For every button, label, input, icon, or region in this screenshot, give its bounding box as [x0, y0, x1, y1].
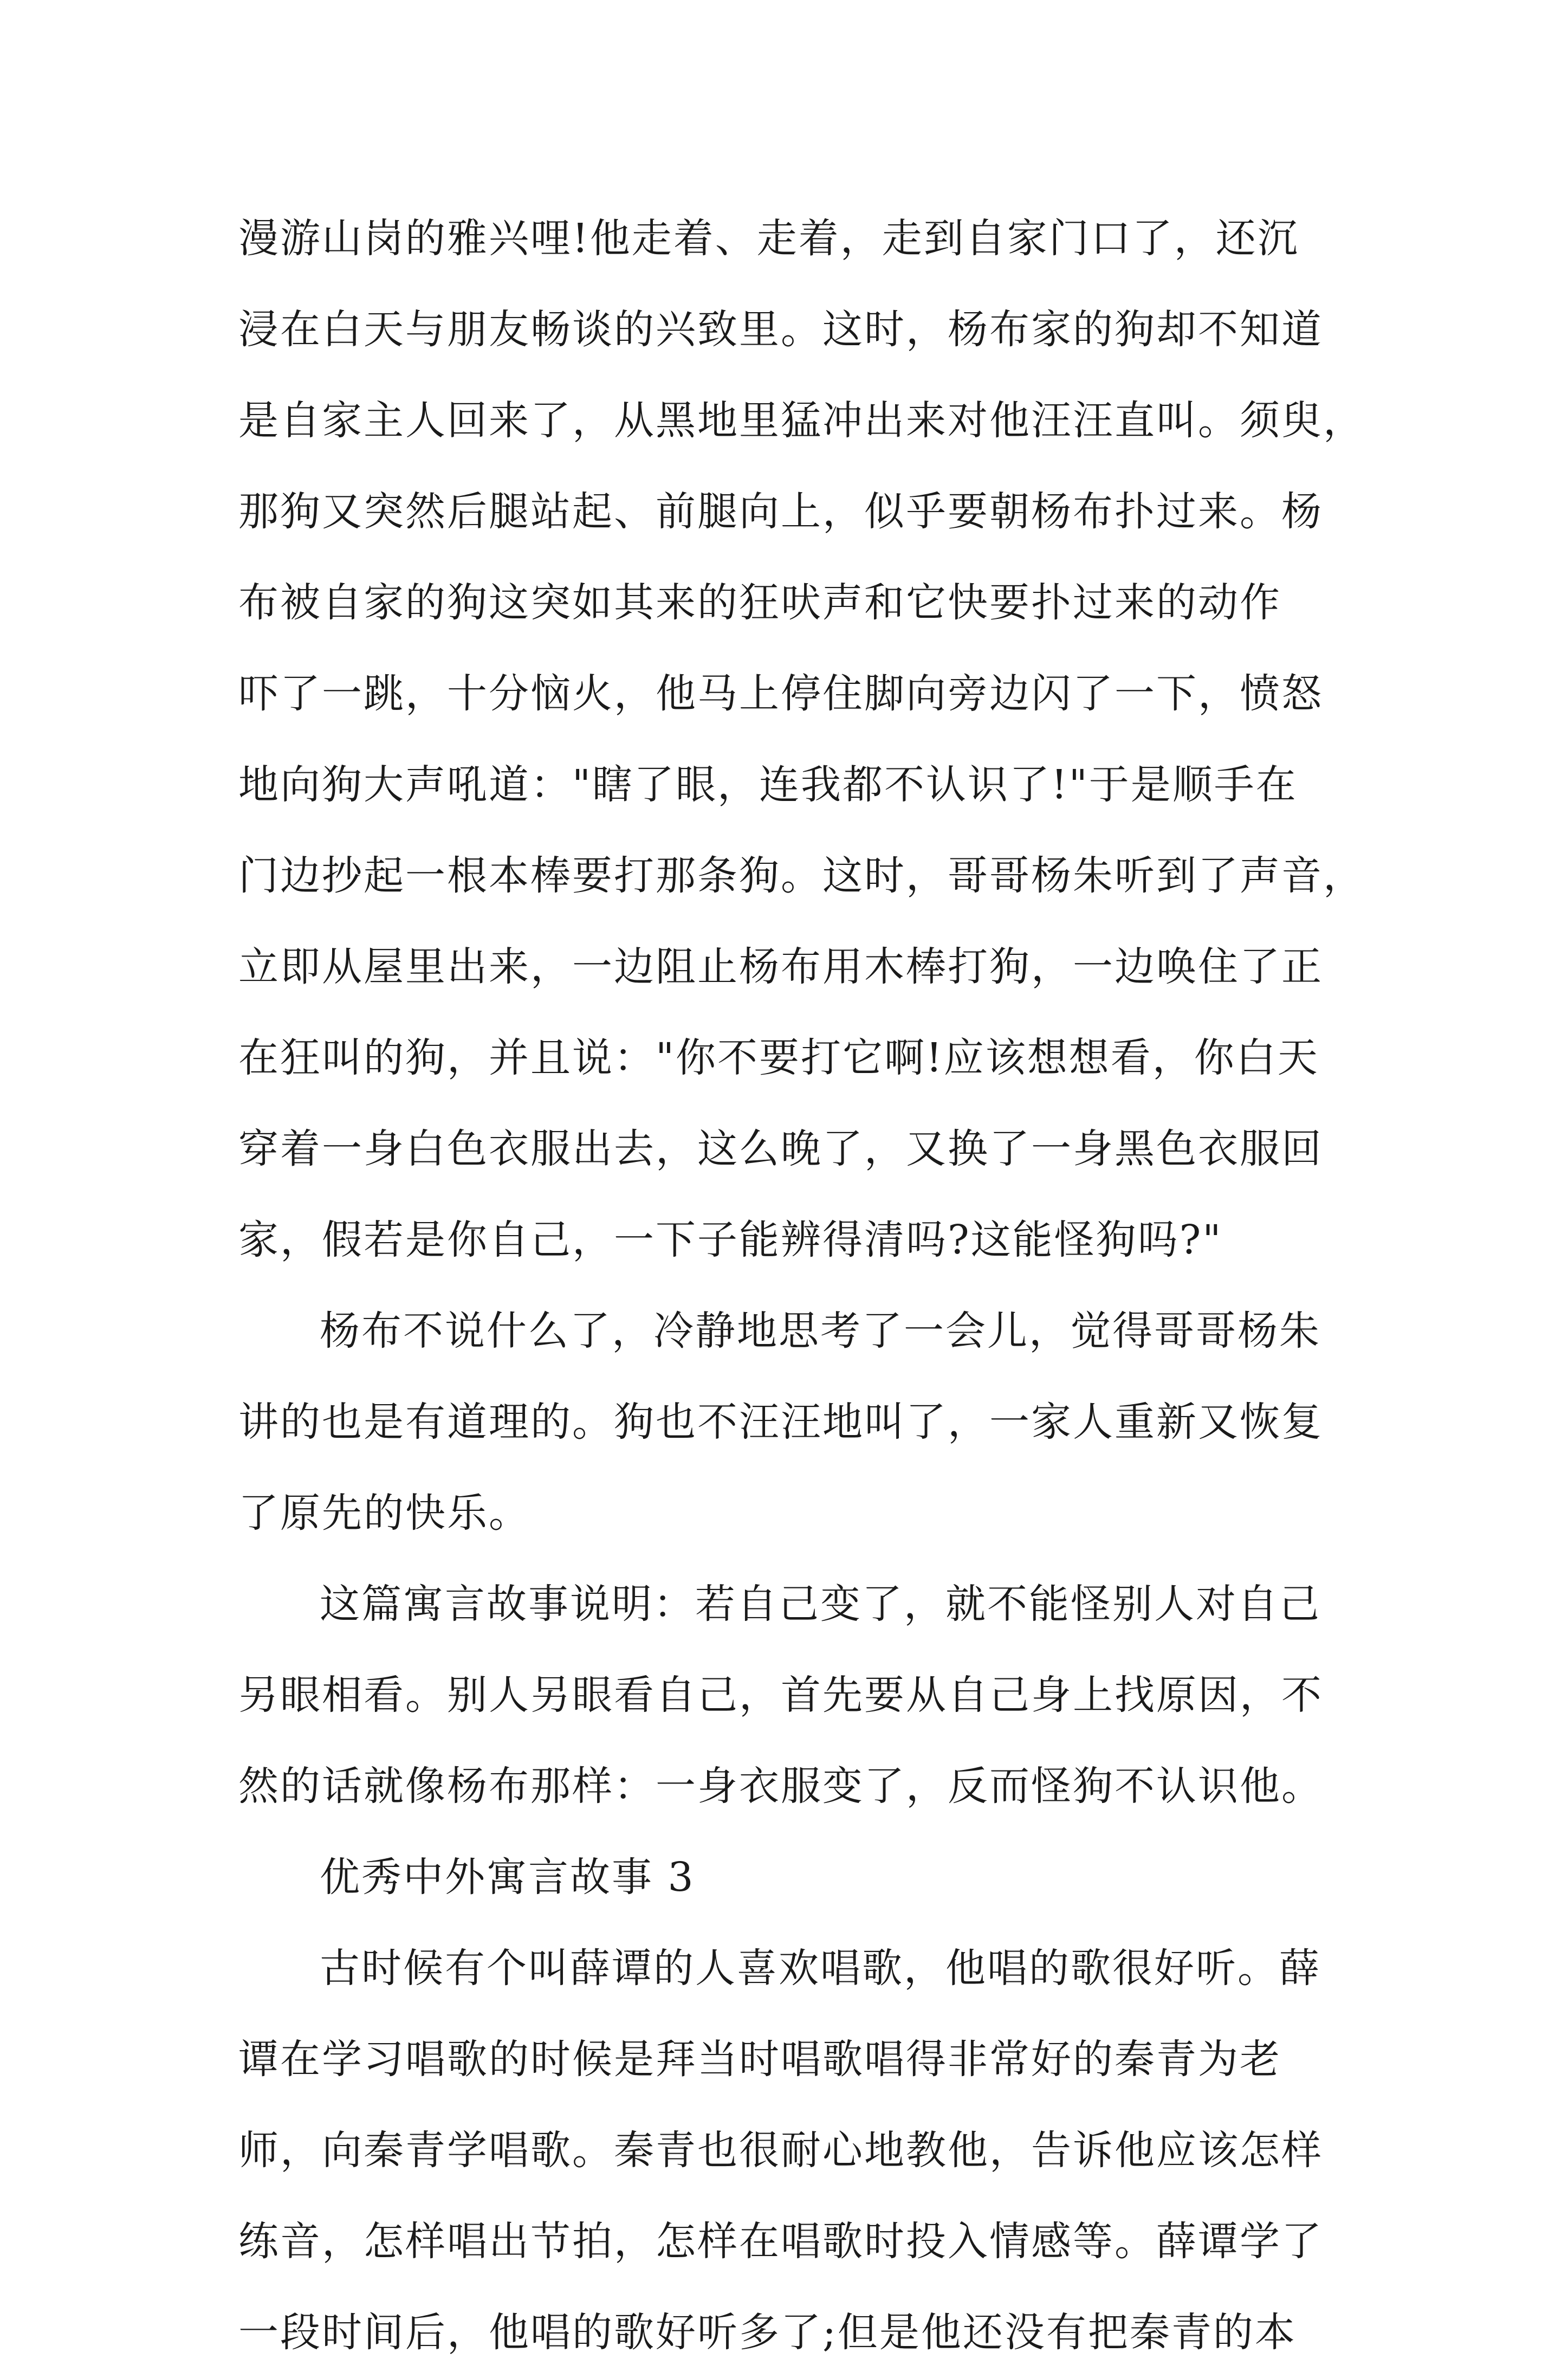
text-line: 地向狗大声吼道："瞎了眼，连我都不认识了!"于是顺手在: [238, 761, 1298, 808]
paragraph-start-line: 杨布不说什么了，冷静地思考了一会儿，觉得哥哥杨朱: [320, 1308, 1321, 1354]
text-line: 师，向秦青学唱歌。秦青也很耐心地教他，告诉他应该怎样: [238, 2127, 1323, 2174]
text-line: 然的话就像杨布那样：一身衣服变了，反而怪狗不认识他。: [238, 1763, 1323, 1810]
text-line: 谭在学习唱歌的时候是拜当时唱歌唱得非常好的秦青为老: [238, 2036, 1281, 2083]
document-body: [238, 193, 1365, 2378]
text-line: 漫游山岗的雅兴哩!他走着、走着，走到自家门口了，还沉: [238, 215, 1299, 262]
text-line: 门边抄起一根本棒要打那条狗。这时，哥哥杨朱听到了声音，: [238, 852, 1365, 899]
text-line: 练音，怎样唱出节拍，怎样在唱歌时投入情感等。薛谭学了: [238, 2218, 1323, 2265]
text-line: 讲的也是有道理的。狗也不汪汪地叫了，一家人重新又恢复: [238, 1399, 1323, 1445]
text-line: 另眼相看。别人另眼看自己，首先要从自己身上找原因，不: [238, 1672, 1323, 1718]
text-line: 在狂叫的狗，并且说："你不要打它啊!应该想想看，你白天: [238, 1035, 1319, 1081]
text-line: 布被自家的狗这突如其来的狂吠声和它快要扑过来的动作: [238, 579, 1281, 626]
text-line: 吓了一跳，十分恼火，他马上停住脚向旁边闪了一下，愤怒: [238, 670, 1323, 717]
text-line: 了原先的快乐。: [238, 1490, 530, 1536]
text-line: 是自家主人回来了，从黑地里猛冲出来对他汪汪直叫。须臾，: [238, 397, 1365, 444]
text-line: 一段时间后，他唱的歌好听多了;但是他还没有把秦青的本: [238, 2309, 1297, 2356]
paragraph-start-line: 古时候有个叫薛谭的人喜欢唱歌，他唱的歌很好听。薛: [320, 1945, 1321, 1992]
text-line: 立即从屋里出来，一边阻止杨布用木棒打狗，一边唤住了正: [238, 944, 1323, 990]
text-line: 那狗又突然后腿站起、前腿向上，似乎要朝杨布扑过来。杨: [238, 488, 1323, 535]
text-line: 浸在白天与朋友畅谈的兴致里。这时，杨布家的狗却不知道: [238, 306, 1323, 353]
text-line: 家，假若是你自己，一下子能辨得清吗?这能怪狗吗?": [238, 1217, 1223, 1263]
text-line: 穿着一身白色衣服出去，这么晚了，又换了一身黑色衣服回: [238, 1126, 1323, 1172]
section-heading: 优秀中外寓言故事 3: [320, 1854, 695, 1901]
paragraph-start-line: 这篇寓言故事说明：若自己变了，就不能怪别人对自己: [320, 1581, 1321, 1627]
